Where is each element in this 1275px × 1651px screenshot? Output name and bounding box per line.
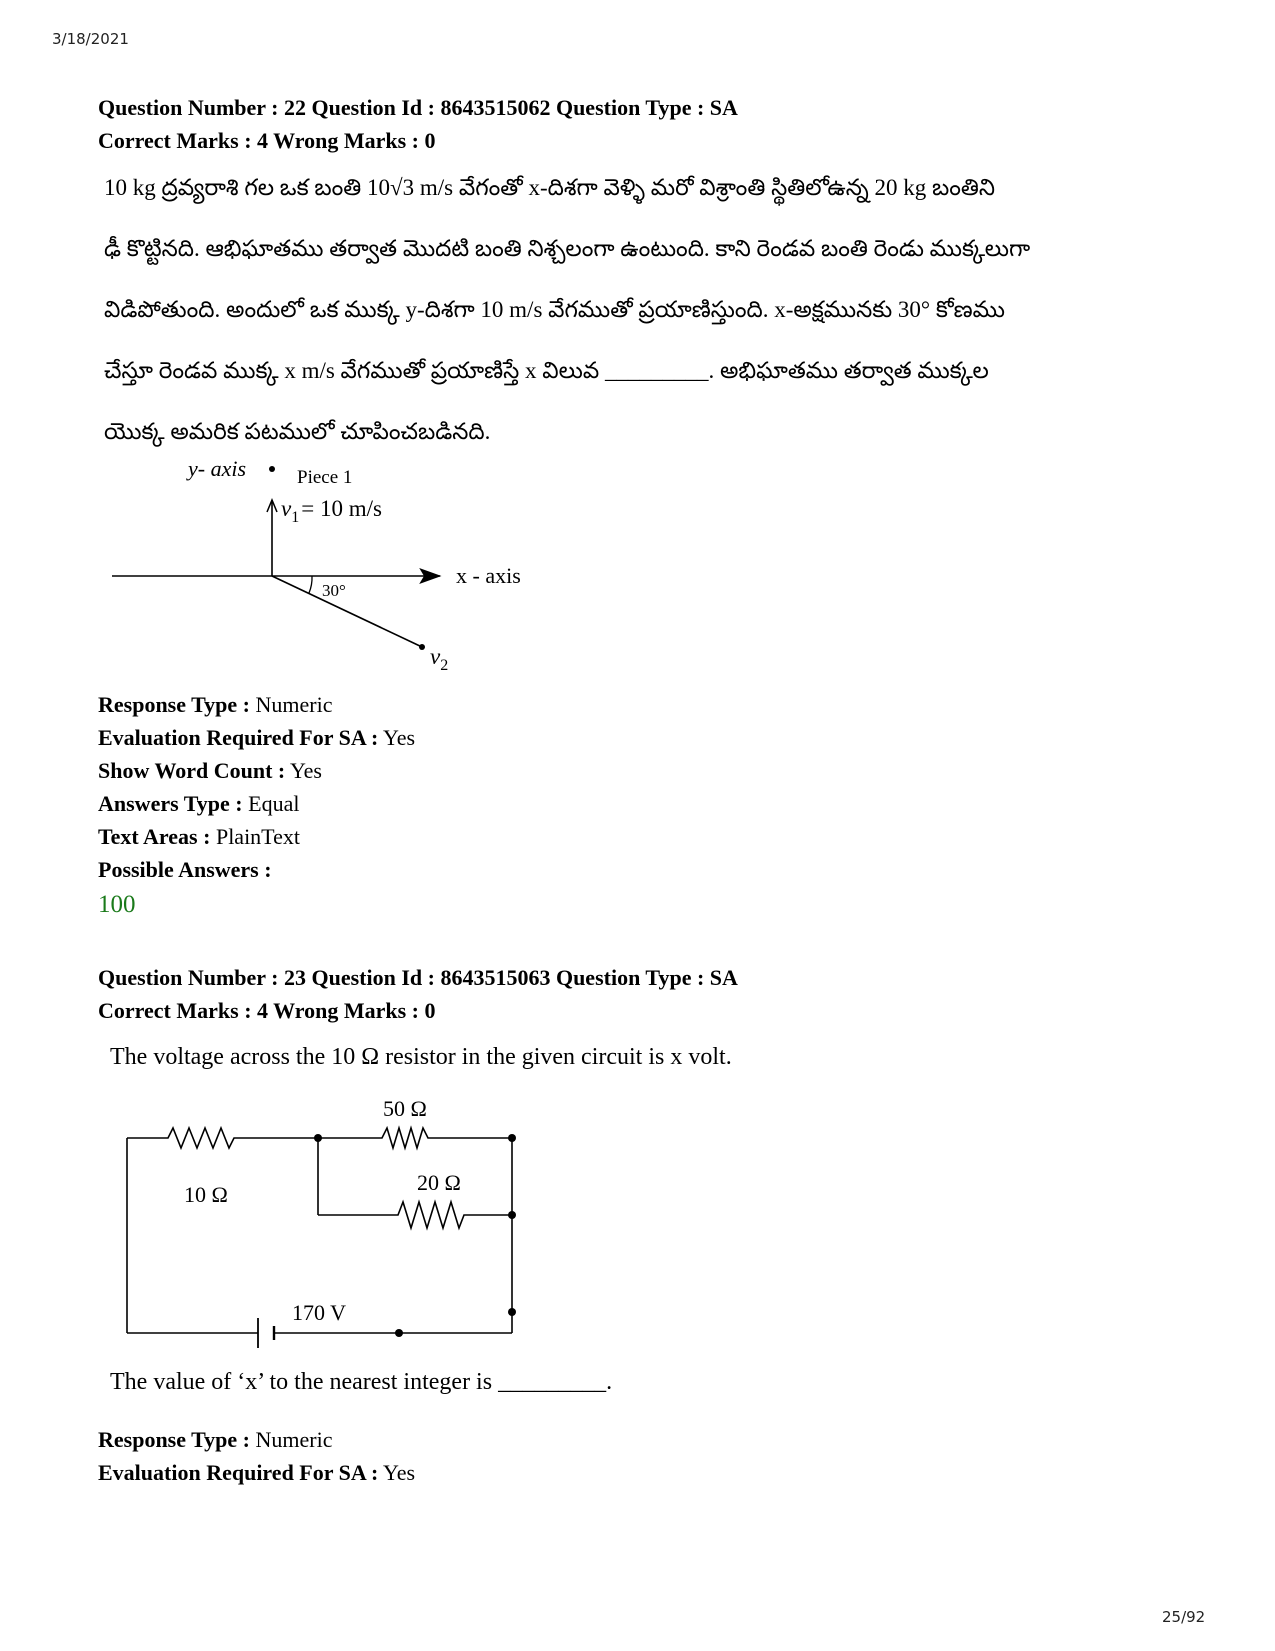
label-50-ohm: 50 Ω <box>383 1096 427 1121</box>
q22-meta-evaluation: Evaluation Required For SA : Yes <box>98 725 416 750</box>
q22-velocity-diagram <box>100 450 560 680</box>
q22-question-text <box>104 157 1194 462</box>
q23-meta-evaluation: Evaluation Required For SA : Yes <box>98 1460 416 1485</box>
v2-line <box>272 576 422 647</box>
piece-1-label: Piece 1 <box>297 467 353 488</box>
angle-label: 30° <box>322 581 346 600</box>
q23-meta-response-type: Response Type : Numeric <box>98 1427 333 1452</box>
q22-meta <box>98 688 415 921</box>
v1-label: $v_1= 10$ m/s <box>281 496 382 526</box>
label-10-ohm: 10 Ω <box>184 1182 228 1207</box>
q23-header-line2: Correct Marks : 4 Wrong Marks : 0 <box>98 998 436 1023</box>
q22-meta-answers-type: Answers Type : Equal <box>98 791 300 816</box>
page-number: 25/92 <box>1162 1608 1206 1626</box>
q22-text-line-3: విడిపోతుంది. అందులో ఒక ముక్క y-దిశగా 10 m/s వేగముతో ప్రయాణిస్తుంది. x-అక్షమునకు 30° కోణము <box>104 297 1005 322</box>
v2-dot <box>419 644 425 650</box>
q22-header-line2: Correct Marks : 4 Wrong Marks : 0 <box>98 128 436 153</box>
label-20-ohm: 20 Ω <box>417 1170 461 1195</box>
q22-text-line-4: చేస్తూ రెండవ ముక్క x m/s వేగముతో ప్రయాణిస్తే x విలువ _________. అభిఘాతము తర్వాత ముక్కల <box>104 358 989 383</box>
q22-text-line-1: 10 kg ద్రవ్యరాశి గల ఒక బంతి 10√3 m/s వేగంతో x-దిశగా వెళ్ళి మరో విశ్రాంతి స్థితిలోఉన్న 20 kg బంతిని <box>104 175 996 200</box>
resistor-20-ohm <box>318 1202 512 1228</box>
q23-question-text-2: The value of ‘x’ to the nearest integer is _________. <box>110 1369 613 1395</box>
node-mid-right <box>508 1211 516 1219</box>
q22-answer: 100 <box>98 891 136 918</box>
y-axis-label: y- axis <box>188 456 247 481</box>
node-bottom <box>395 1329 403 1337</box>
q22-header <box>98 91 738 157</box>
q22-meta-word-count: Show Word Count : Yes <box>98 758 322 783</box>
label-170-volt: 170 V <box>292 1300 346 1325</box>
q23-circuit-diagram <box>110 1090 540 1355</box>
y-axis-dot <box>269 466 275 472</box>
x-axis-label: x - axis <box>456 563 521 588</box>
q22-text-line-2: ఢీ కొట్టినది. ఆభిఘాతము తర్వాత మొదటి బంతి నిశ్చలంగా ఉంటుంది. కాని రెండవ బంతి రెండు ముక్కలుగా <box>104 236 1031 261</box>
q22-meta-response-type: Response Type : Numeric <box>98 692 333 717</box>
angle-arc <box>309 576 312 593</box>
q22-meta-text-areas: Text Areas : PlainText <box>98 824 300 849</box>
q22-text-line-5: యొక్క అమరిక పటములో చూపించబడినది. <box>104 419 491 444</box>
page-date: 3/18/2021 <box>52 30 129 48</box>
node-lower-right <box>508 1308 516 1316</box>
q23-meta <box>98 1423 415 1489</box>
q23-question-text: The voltage across the 10 Ω resistor in the given circuit is x volt. <box>110 1044 732 1070</box>
v2-label: $v_2$ <box>430 644 449 674</box>
node-top-left <box>314 1134 322 1142</box>
q23-header-line1: Question Number : 23 Question Id : 8643515063 Question Type : SA <box>98 965 738 990</box>
q22-meta-possible-answers: Possible Answers : <box>98 857 272 882</box>
q22-header-line1: Question Number : 22 Question Id : 8643515062 Question Type : SA <box>98 95 738 120</box>
resistor-50-ohm <box>318 1128 512 1148</box>
resistor-10-ohm <box>127 1128 318 1148</box>
q23-header <box>98 961 738 1027</box>
node-top-right <box>508 1134 516 1142</box>
